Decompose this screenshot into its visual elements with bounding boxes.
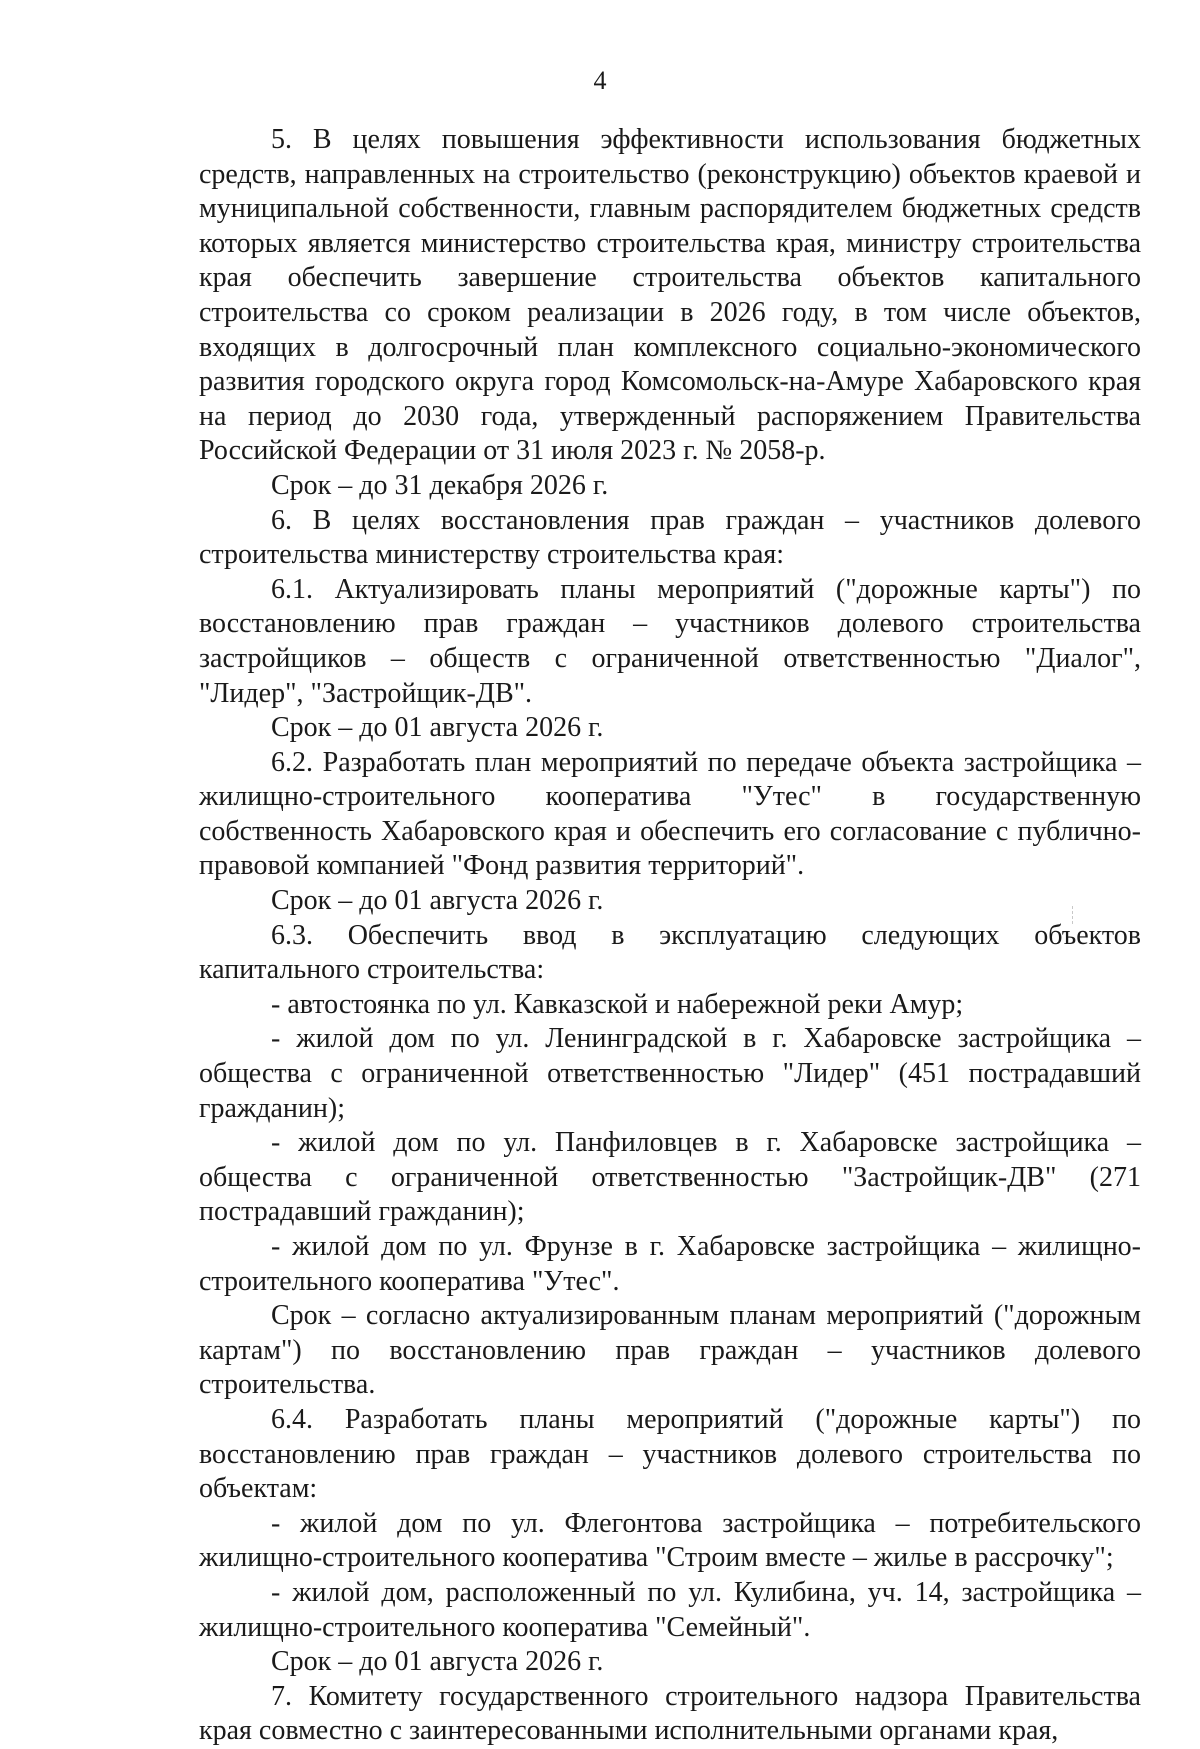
deadline-6-3: Срок – согласно актуализированным планам мероприятий ("дорожным картам") по восстановлению прав граждан – участников долевого строительства. bbox=[199, 1300, 1141, 1401]
paragraph-6-1: 6.1. Актуализировать планы мероприятий ("дорожные карты") по восстановлению прав граждан – участников долевого строительства застройщиков – обществ с ограниченной ответственностью "Диалог", "Лидер", "Застройщик-ДВ". bbox=[199, 573, 1141, 709]
scan-artifact bbox=[1072, 906, 1075, 924]
deadline-5: Срок – до 31 декабря 2026 г. bbox=[271, 469, 609, 501]
document-body bbox=[199, 123, 1141, 1749]
paragraph-5: 5. В целях повышения эффективности использования бюджетных средств, направленных на строительство (реконструкцию) объектов краевой и муниципальной собственности, главным распорядителем бюджетных средств которых является министерство строительства края, министру строительства края обеспечить завершение строительства объектов капитального строительства со сроком реализации в 2026 году, в том числе объектов, входящих в долгосрочный план комплексного социально-экономического развития городского округа город Комсомольск-на-Амуре Хабаровского края на период до 2030 года, утвержденный распоряжением Правительства Российской Федерации от 31 июля 2023 г. № 2058-р. bbox=[199, 124, 1141, 467]
paragraph-7: 7. Комитету государственного строительного надзора Правительства края совместно с заинтересованными исполнительными органами края, bbox=[199, 1680, 1141, 1747]
deadline-6-4: Срок – до 01 августа 2026 г. bbox=[271, 1646, 604, 1678]
list-item-leningradskaya: - жилой дом по ул. Ленинградской в г. Хабаровске застройщика – общества с ограниченной ответственностью "Лидер" (451 пострадавший гражданин); bbox=[199, 1023, 1141, 1124]
paragraph-6-3: 6.3. Обеспечить ввод в эксплуатацию следующих объектов капитального строительства: bbox=[199, 919, 1141, 986]
list-item-panfilovtsev: - жилой дом по ул. Панфиловцев в г. Хабаровске застройщика – общества с ограниченной ответственностью "Застройщик-ДВ" (271 пострадавший гражданин); bbox=[199, 1127, 1141, 1228]
paragraph-6: 6. В целях восстановления прав граждан – участников долевого строительства министерству строительства края: bbox=[199, 504, 1141, 571]
deadline-6-1: Срок – до 01 августа 2026 г. bbox=[271, 712, 604, 744]
list-item-frunze: - жилой дом по ул. Фрунзе в г. Хабаровске застройщика – жилищно-строительного кооператива "Утес". bbox=[199, 1231, 1141, 1297]
list-item-flegontova: - жилой дом по ул. Флегонтова застройщика – потребительского жилищно-строительного кооператива "Строим вместе – жилье в рассрочку"; bbox=[199, 1507, 1141, 1574]
deadline-6-2: Срок – до 01 августа 2026 г. bbox=[271, 885, 604, 917]
page-number: 4 bbox=[593, 66, 607, 95]
paragraph-6-4: 6.4. Разработать планы мероприятий ("дорожные карты") по восстановлению прав граждан – участников долевого строительства по объектам: bbox=[199, 1403, 1141, 1505]
list-item-parking: - автостоянка по ул. Кавказской и набережной реки Амур; bbox=[271, 988, 964, 1020]
list-item-kulibina: - жилой дом, расположенный по ул. Кулибина, уч. 14, застройщика – жилищно-строительного кооператива "Семейный". bbox=[199, 1576, 1141, 1643]
paragraph-6-2: 6.2. Разработать план мероприятий по передаче объекта застройщика – жилищно-строительного кооператива "Утес" в государственную собственность Хабаровского края и обеспечить его согласование с публично-правовой компанией "Фонд развития территорий". bbox=[199, 746, 1141, 882]
